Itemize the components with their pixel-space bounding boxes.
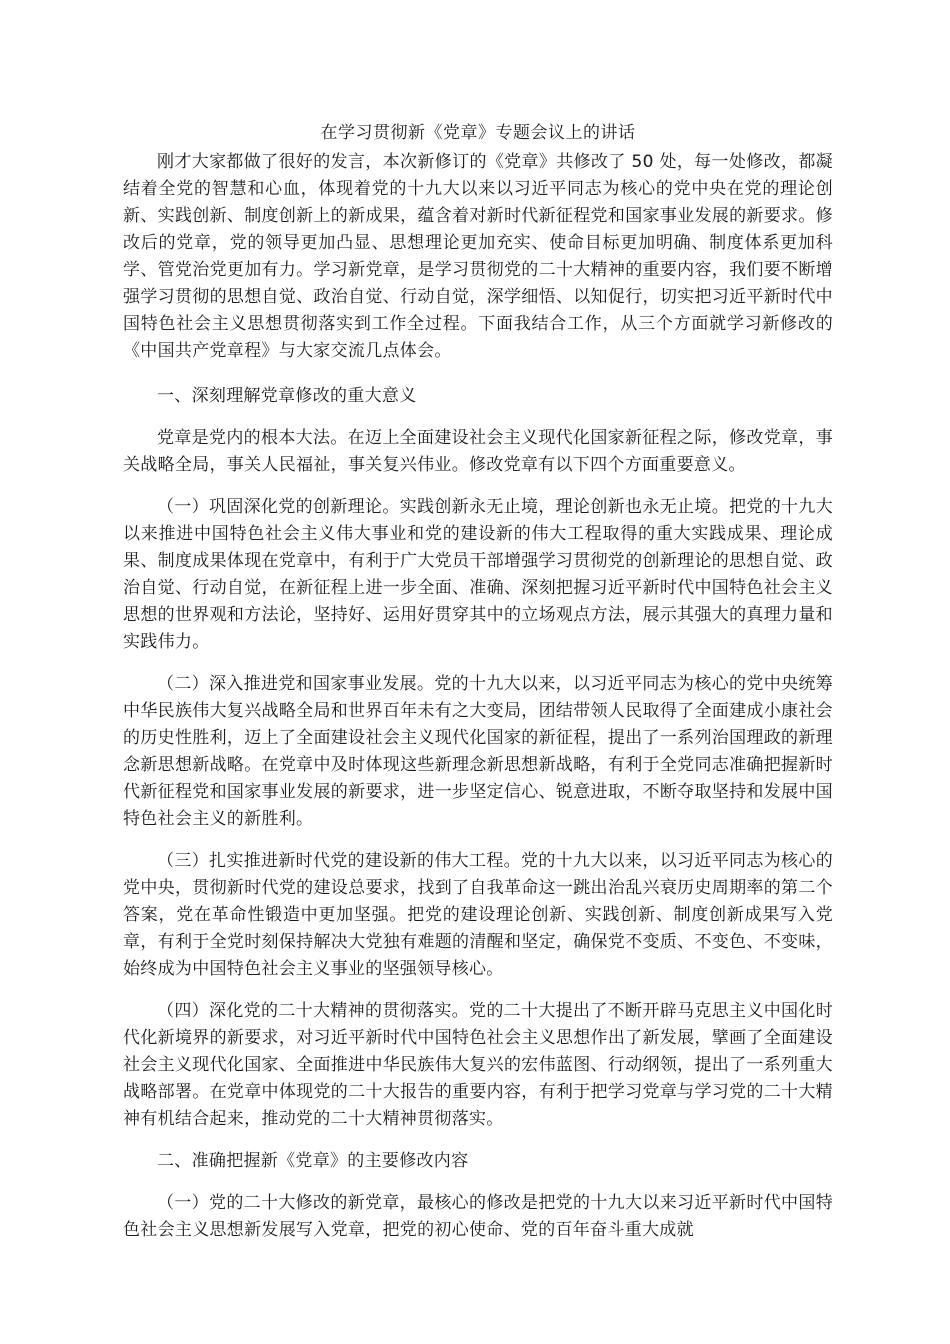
paragraph: （二）深入推进党和国家事业发展。党的十九大以来，以习近平同志为核心的党中央统筹中华民族伟大复兴战略全局和世界百年未有之大变局，团结带领人民取得了全面建成小康社会的历史性胜利，迈上了全面建设社会主义现代化国家的新征程，提出了一系列治国理政的新理念新思想新战略。在党章中及时体现这些新理念新思想新战略，有利于全党同志准确把握新时代新征程党和国家事业发展的新要求，进一步坚定信心、锐意进取，不断夺取坚持和发展中国特色社会主义的新胜利。 <box>123 674 833 829</box>
paragraph: （一）党的二十大修改的新党章，最核心的修改是把党的十九大以来习近平新时代中国特色社会主义思想新发展写入党章，把党的初心使命、党的百年奋斗重大成就 <box>123 1193 833 1240</box>
paragraph: （四）深化党的二十大精神的贯彻落实。党的二十大提出了不断开辟马克思主义中国化时代化新境界的新要求，对习近平新时代中国特色社会主义思想作出了新发展，擘画了全面建设社会主义现代化国家、全面推进中华民族伟大复兴的宏伟蓝图、行动纲领，提出了一系列重大战略部署。在党章中体现党的二十大报告的重要内容，有利于把学习党章与学习党的二十大精神有机结合起来，推动党的二十大精神贯彻落实。 <box>123 1001 833 1129</box>
section-heading-1: 一、深刻理解党章修改的重大意义 <box>157 386 417 406</box>
document-title: 在学习贯彻新《党章》专题会议上的讲话 <box>320 123 636 143</box>
paragraph: （三）扎实推进新时代党的建设新的伟大工程。党的十九大以来，以习近平同志为核心的党中央，贯彻新时代党的建设总要求，找到了自我革命这一跳出治乱兴衰历史周期率的第二个答案，党在革命性锻造中更加坚强。把党的建设理论创新、实践创新、制度创新成果写入党章，有利于全党时刻保持解决大党独有难题的清醒和坚定，确保党不变质、不变色、不变味，始终成为中国特色社会主义事业的坚强领导核心。 <box>123 851 833 979</box>
section-heading-2: 二、准确把握新《党章》的主要修改内容 <box>157 1151 469 1171</box>
paragraph-intro: 刚才大家都做了很好的发言，本次新修订的《党章》共修改了 50 处，每一处修改，都凝结着全党的智慧和心血，体现着党的十九大以来以习近平同志为核心的党中央在党的理论创新、实践创新、制度创新上的新成果，蕴含着对新时代新征程党和国家事业发展的新要求。修改后的党章，党的领导更加凸显、思想理论更加充实、使命目标更加明确、制度体系更加科学、管党治党更加有力。学习新党章，是学习贯彻党的二十大精神的重要内容，我们要不断增强学习贯彻的思想自觉、政治自觉、行动自觉，深学细悟、以知促行，切实把习近平新时代中国特色社会主义思想贯彻落实到工作全过程。下面我结合工作，从三个方面就学习新修改的《中国共产党章程》与大家交流几点体会。 <box>123 152 833 361</box>
paragraph: （一）巩固深化党的创新理论。实践创新永无止境，理论创新也永无止境。把党的十九大以来推进中国特色社会主义伟大事业和党的建设新的伟大工程取得的重大实践成果、理论成果、制度成果体现在党章中，有利于广大党员干部增强学习贯彻党的创新理论的思想自觉、政治自觉、行动自觉，在新征程上进一步全面、准确、深刻把握习近平新时代中国特色社会主义思想的世界观和方法论，坚持好、运用好贯穿其中的立场观点方法，展示其强大的真理力量和实践伟力。 <box>123 497 833 652</box>
document-page <box>123 120 833 1259</box>
paragraph: 党章是党内的根本大法。在迈上全面建设社会主义现代化国家新征程之际，修改党章，事关战略全局，事关人民福祉，事关复兴伟业。修改党章有以下四个方面重要意义。 <box>123 428 833 475</box>
